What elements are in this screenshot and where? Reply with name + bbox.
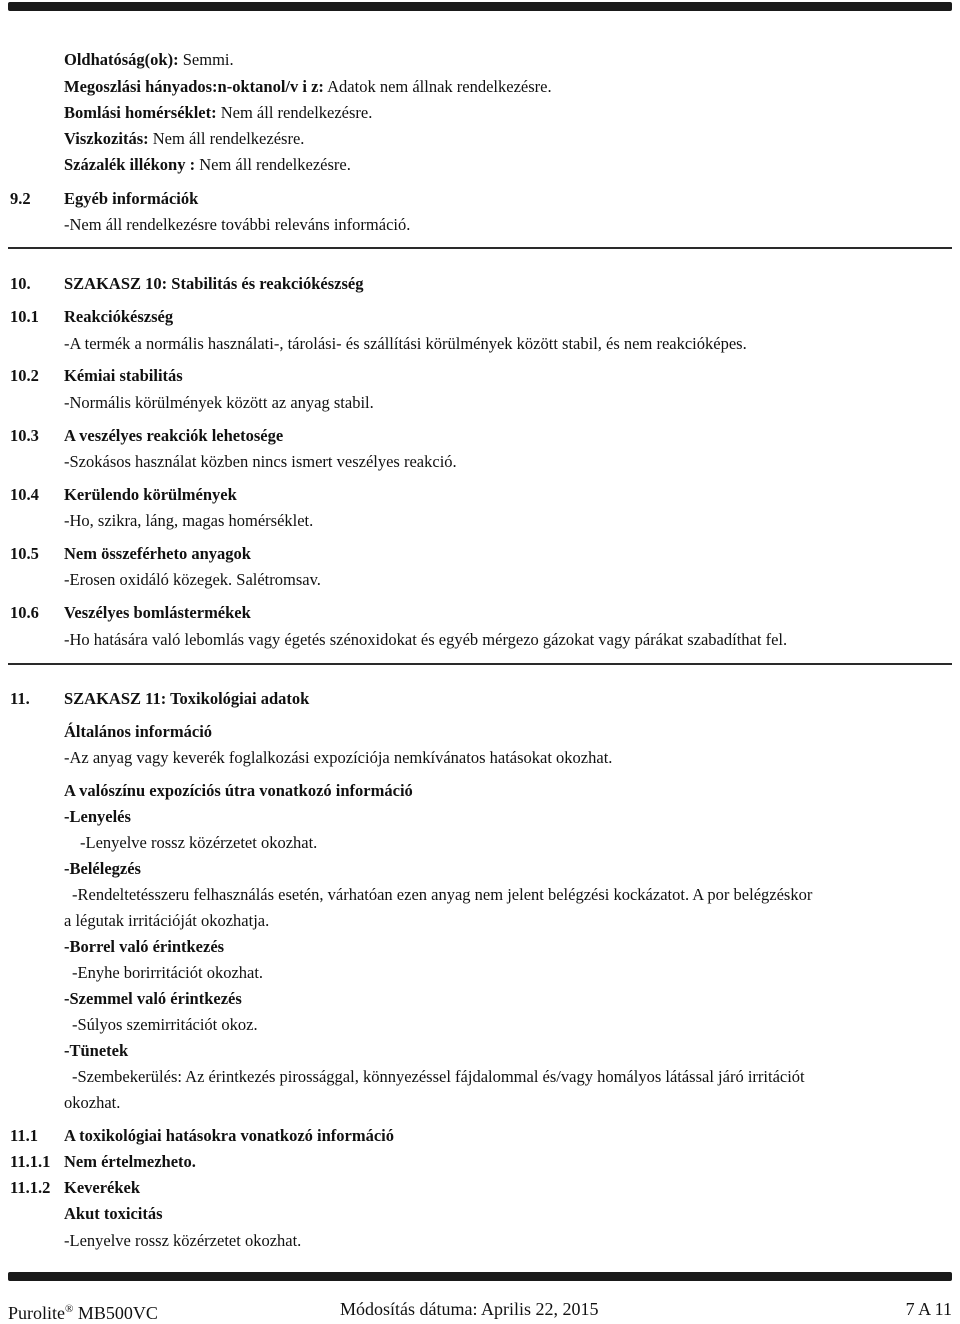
section-title-10-4: Kerülendo körülmények	[64, 485, 237, 504]
section-text-10-5: -Erosen oxidáló közegek. Salétromsav.	[64, 570, 321, 589]
section-title-10-6: Veszélyes bomlástermékek	[64, 603, 251, 622]
acute-toxicity-title: Akut toxicitás	[64, 1204, 163, 1223]
footer-page-number: 7 A 11	[905, 1299, 952, 1319]
section-title-10-1: Reakciókészség	[64, 307, 174, 326]
section-number-10-5: 10.5	[10, 544, 39, 563]
symptoms-title: -Tünetek	[64, 1041, 129, 1060]
general-info-text: -Az anyag vagy keverék foglalkozási expozíciója nemkívánatos hatásokat okozhat.	[64, 748, 613, 767]
ingestion-title: -Lenyelés	[64, 807, 131, 826]
section-text-10-6: -Ho hatására való lebomlás vagy égetés szénoxidokat és egyéb mérgezo gázokat vagy párákat szabadíthat fel.	[64, 630, 788, 649]
section-title-10-2: Kémiai stabilitás	[64, 366, 183, 385]
prop-solubility: Oldhatóság(ok): Semmi.	[64, 50, 234, 69]
eye-contact-text: -Súlyos szemirritációt okoz.	[72, 1015, 258, 1034]
skin-contact-text: -Enyhe borirritációt okozhat.	[72, 963, 264, 982]
top-rule	[8, 2, 952, 11]
inhalation-title: -Belélegzés	[64, 859, 141, 878]
footer-product: Purolite® MB500VC	[8, 1303, 158, 1323]
section-title-10-5: Nem összeférheto anyagok	[64, 544, 251, 563]
section-number-11-1-2: 11.1.2	[10, 1178, 51, 1197]
section-text-10-2: -Normális körülmények között az anyag stabil.	[64, 393, 374, 412]
skin-contact-title: -Borrel való érintkezés	[64, 937, 225, 956]
section-text-10-3: -Szokásos használat közben nincs ismert veszélyes reakció.	[64, 452, 457, 471]
section-title-11-1-2: Keverékek	[64, 1178, 141, 1197]
exposure-routes-title: A valószínu expozíciós útra vonatkozó információ	[64, 781, 413, 800]
symptoms-text: -Szembekerülés: Az érintkezés pirossággal, könnyezéssel fájdalommal és/vagy homályos látással járó irritációt	[72, 1067, 805, 1086]
general-info-title: Általános információ	[64, 722, 213, 741]
acute-toxicity-text: -Lenyelve rossz közérzetet okozhat.	[64, 1231, 302, 1250]
section-title-11-1-1: Nem értelmezheto.	[64, 1152, 196, 1171]
section-number-11-1-1: 11.1.1	[10, 1152, 51, 1171]
section-number-11: 11.	[10, 689, 30, 708]
section-number-10: 10.	[10, 274, 31, 293]
prop-decomposition-temperature: Bomlási homérséklet: Nem áll rendelkezésre.	[64, 103, 373, 122]
section-number-10-4: 10.4	[10, 485, 39, 504]
inhalation-text-continued: a légutak irritációját okozhatja.	[64, 911, 270, 930]
eye-contact-title: -Szemmel való érintkezés	[64, 989, 242, 1008]
section-number-11-1: 11.1	[10, 1126, 38, 1145]
symptoms-text-continued: okozhat.	[64, 1093, 121, 1112]
ingestion-text: -Lenyelve rossz közérzetet okozhat.	[80, 833, 318, 852]
section-number-10-3: 10.3	[10, 426, 39, 445]
section-heading-10: SZAKASZ 10: Stabilitás és reakciókészség	[64, 274, 364, 293]
prop-partition-coefficient: Megoszlási hányados:n-oktanol/v i z: Adatok nem állnak rendelkezésre.	[64, 77, 552, 96]
section-text-10-4: -Ho, szikra, láng, magas homérséklet.	[64, 511, 314, 530]
section-number-10-1: 10.1	[10, 307, 39, 326]
section-title-11-1: A toxikológiai hatásokra vonatkozó információ	[64, 1126, 395, 1145]
footer-revision-date: Módosítás dátuma: Aprilis 22, 2015	[340, 1299, 599, 1319]
prop-volatile-percent: Százalék illékony : Nem áll rendelkezésre.	[64, 155, 351, 174]
section-divider	[8, 247, 952, 249]
section-number-10-2: 10.2	[10, 366, 39, 385]
section-text-9-2: -Nem áll rendelkezésre további releváns információ.	[64, 215, 411, 234]
section-title-10-3: A veszélyes reakciók lehetosége	[64, 426, 284, 445]
registered-mark: ®	[65, 1303, 74, 1315]
inhalation-text: -Rendeltetésszeru felhasználás esetén, várhatóan ezen anyag nem jelent belégzési kockázatot. A por belégzéskor	[72, 885, 813, 904]
section-divider	[8, 663, 952, 665]
section-number-10-6: 10.6	[10, 603, 39, 622]
bottom-rule	[8, 1272, 952, 1281]
prop-viscosity: Viszkozitás: Nem áll rendelkezésre.	[64, 129, 305, 148]
section-heading-11: SZAKASZ 11: Toxikológiai adatok	[64, 689, 310, 708]
section-title-9-2: Egyéb információk	[64, 189, 199, 208]
section-text-10-1: -A termék a normális használati-, tárolási- és szállítási körülmények között stabil, és nem reakcióképes.	[64, 334, 747, 353]
section-number-9-2: 9.2	[10, 189, 31, 208]
